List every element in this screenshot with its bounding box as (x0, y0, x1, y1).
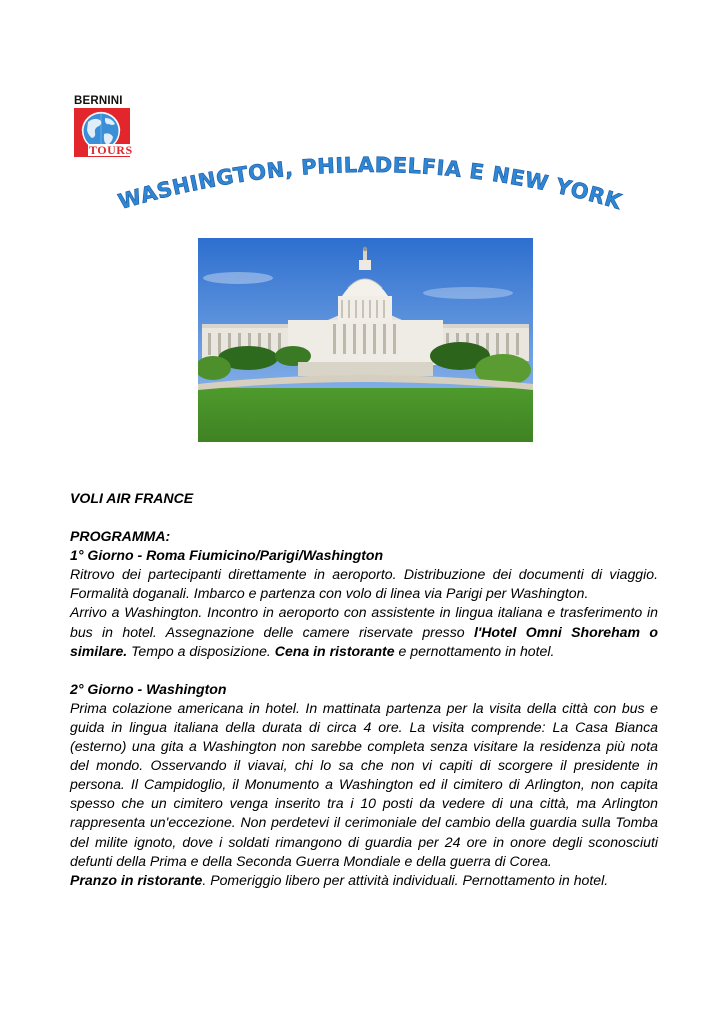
logo-brand-text: BERNINI (74, 95, 123, 107)
logo-sub-text: TOURS (89, 143, 133, 157)
day2-paragraph-2: Pranzo in ristorante. Pomeriggio libero per attività individuali. Pernottamento in hotel. (70, 871, 609, 888)
hotel-name: l'Hotel Omni Shoreham o similare. (70, 623, 658, 659)
programma-heading: PROGRAMMA: (70, 528, 171, 545)
page-title (100, 150, 640, 230)
capitol-building-photo (198, 238, 533, 442)
flights-heading: VOLI AIR FRANCE (70, 490, 194, 506)
day2-heading: 2° Giorno - Washington (70, 680, 227, 697)
day1-heading: 1° Giorno - Roma Fiumicino/Parigi/Washington (70, 547, 384, 564)
day1-paragraph-2: Arrivo a Washington. Incontro in aeroporto con assistente in lingua italiana e trasferimento in bus in hotel. Assegnazione delle camere riservate presso l'Hotel Omni Shoreham o similare. Tempo a disposizione. Cena in ristorante e pernottamento in hotel. (70, 604, 658, 659)
day1-paragraph-1: Ritrovo dei partecipanti direttamente in aeroporto. Distribuzione dei documenti di viaggio. Formalità doganali. Imbarco e partenza con volo di linea via Parigi per Washington. (70, 566, 658, 602)
dinner-note: Cena in ristorante (274, 642, 395, 659)
itinerary-body (70, 489, 658, 890)
day2-paragraph-1: Prima colazione americana in hotel. In mattinata partenza per la visita della città con bus e guida in lingua italiana della durata di circa 4 ore. La visita comprende: La Casa Bianca (esterno) una gita a Washington non sarebbe completa senza visitare la residenza più nota del mondo. Osservando il viavai, chi lo sa che non vi capiti di scorgere il presidente in persona. Il Campidoglio, il Monumento a Washington ed il cimitero di Arlington, non capita spesso che un cimitero venga inserito tra i 10 posti da vedere di una città, ma Arlington rappresenta un'eccezione. Non perdetevi il cerimoniale del cambio della guardia sulla Tomba del milite ignoto, dove i soldati rimangono di guardia per 24 ore in onore degli sconosciuti defunti della Prima e della Seconda Guerra Mondiale e della guerra di Corea. (70, 699, 658, 869)
svg-text:WASHINGTON, PHILADELFIA E NEW: WASHINGTON, PHILADELFIA E NEW YORK (115, 152, 625, 215)
lunch-note: Pranzo in ristorante (70, 871, 203, 888)
